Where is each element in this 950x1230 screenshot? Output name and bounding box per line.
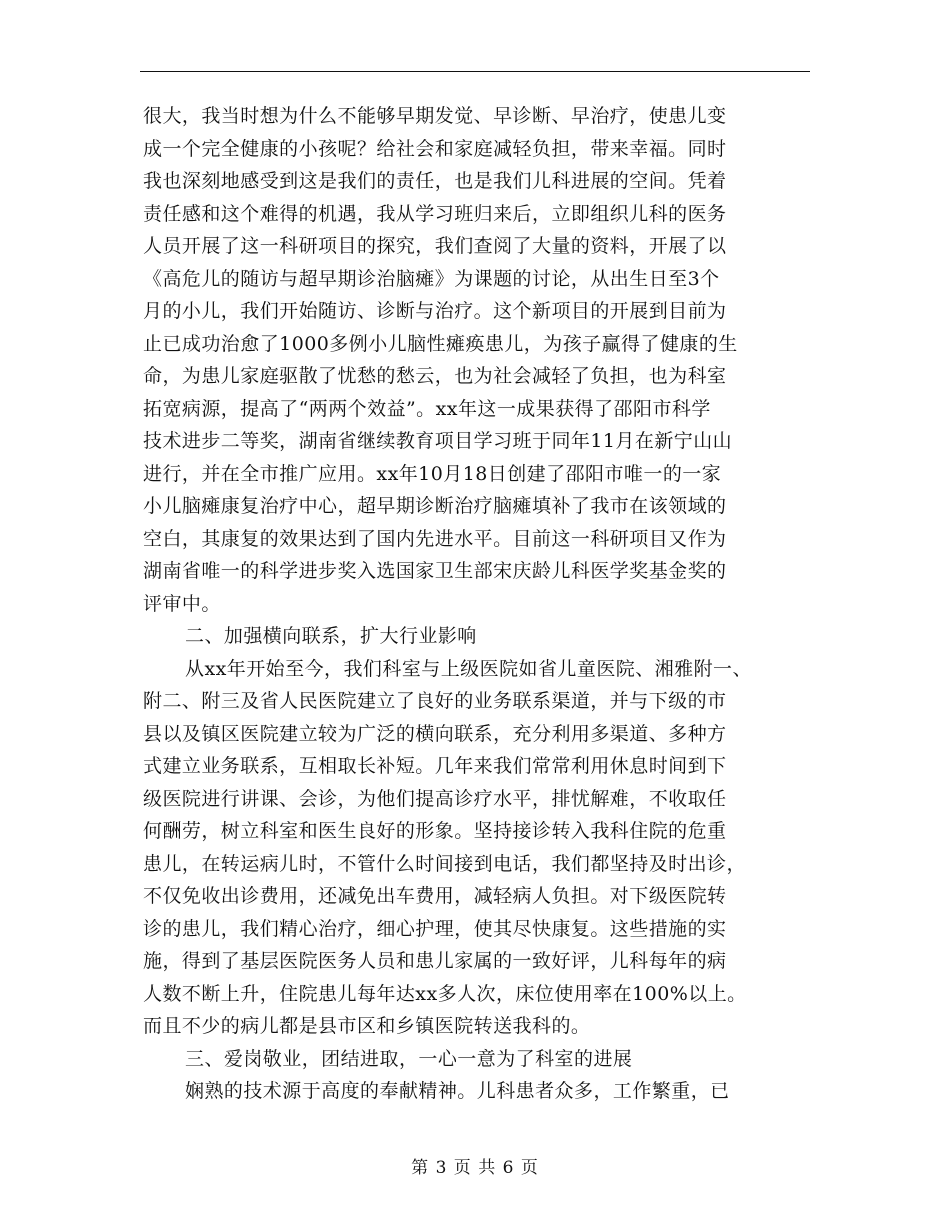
- text-line: 空白，其康复的效果达到了国内先进水平。目前这一科研项目又作为: [143, 527, 727, 550]
- text-line: 责任感和这个难得的机遇，我从学习班归来后，立即组织儿科的医务: [143, 202, 727, 225]
- text-line: 级医院进行讲课、会诊，为他们提高诊疗水平，排忧解难，不收取任: [143, 787, 727, 810]
- text-line: 娴熟的技术源于高度的奉献精神。儿科患者众多，工作繁重，已: [185, 1080, 730, 1102]
- document-body: [143, 100, 823, 1108]
- text-line: 成一个完全健康的小孩呢？给社会和家庭减轻负担，带来幸福。同时: [143, 137, 727, 160]
- text-line: 评审中。: [143, 592, 221, 615]
- text-line: 从xx年开始至今，我们科室与上级医院如省儿童医院、湘雅附一、: [185, 657, 752, 680]
- text-line: 湖南省唯一的科学进步奖入选国家卫生部宋庆龄儿科医学奖基金奖的: [143, 560, 727, 582]
- text-line: 止已成功治愈了1000多例小儿脑性瘫痪患儿，为孩子赢得了健康的生: [143, 332, 738, 355]
- text-line: 附二、附三及省人民医院建立了良好的业务联系渠道，并与下级的市: [143, 690, 727, 712]
- text-line: 月的小儿，我们开始随访、诊断与治疗。这个新项目的开展到目前为: [143, 300, 727, 322]
- text-line: 诊的患儿，我们精心治疗，细心护理，使其尽快康复。这些措施的实: [143, 917, 727, 940]
- page-footer: 第 3 页 共 6 页: [411, 1158, 539, 1178]
- text-line: 《高危儿的随访与超早期诊治脑瘫》为课题的讨论，从出生日至3个: [143, 267, 720, 290]
- text-line: 拓宽病源，提高了“两两个效益”。xx年这一成果获得了邵阳市科学: [143, 397, 711, 420]
- text-line: 施，得到了基层医院医务人员和患儿家属的一致好评，儿科每年的病: [143, 950, 727, 972]
- header-rule: [140, 71, 810, 72]
- text-line: 人员开展了这一科研项目的探究，我们查阅了大量的资料，开展了以: [143, 235, 727, 257]
- text-line: 我也深刻地感受到这是我们的责任，也是我们儿科进展的空间。凭着: [143, 170, 727, 192]
- text-line: 技术进步二等奖，湖南省继续教育项目学习班于同年11月在新宁山山: [143, 430, 733, 452]
- text-line: 不仅免收出诊费用，还减免出车费用，减轻病人负担。对下级医院转: [143, 885, 727, 907]
- text-line: 很大，我当时想为什么不能够早期发觉、早诊断、早治疗，使患儿变: [143, 105, 727, 127]
- text-line: 小儿脑瘫康复治疗中心，超早期诊断治疗脑瘫填补了我市在该领域的: [143, 495, 727, 517]
- text-line: 命，为患儿家庭驱散了忧愁的愁云，也为社会减轻了负担，也为科室: [143, 365, 727, 387]
- text-line: 而且不少的病儿都是县市区和乡镇医院转送我科的。: [143, 1015, 591, 1037]
- text-line: 进行，并在全市推广应用。xx年10月18日创建了邵阳市唯一的一家: [143, 462, 722, 485]
- text-line: 人数不断上升，住院患儿每年达xx多人次，床位使用率在100%以上。: [143, 982, 747, 1005]
- text-line: 式建立业务联系，互相取长补短。几年来我们常常利用休息时间到下: [143, 755, 727, 777]
- text-line: 二、加强横向联系，扩大行业影响: [185, 625, 477, 647]
- text-line: 何酬劳，树立科室和医生良好的形象。坚持接诊转入我科住院的危重: [143, 820, 727, 842]
- text-line: 县以及镇区医院建立较为广泛的横向联系，充分利用多渠道、多种方: [143, 722, 727, 745]
- text-line: 三、爱岗敬业，团结进取，一心一意为了科室的进展: [185, 1047, 633, 1070]
- text-line: 患儿，在转运病儿时，不管什么时间接到电话，我们都坚持及时出诊，: [143, 852, 746, 875]
